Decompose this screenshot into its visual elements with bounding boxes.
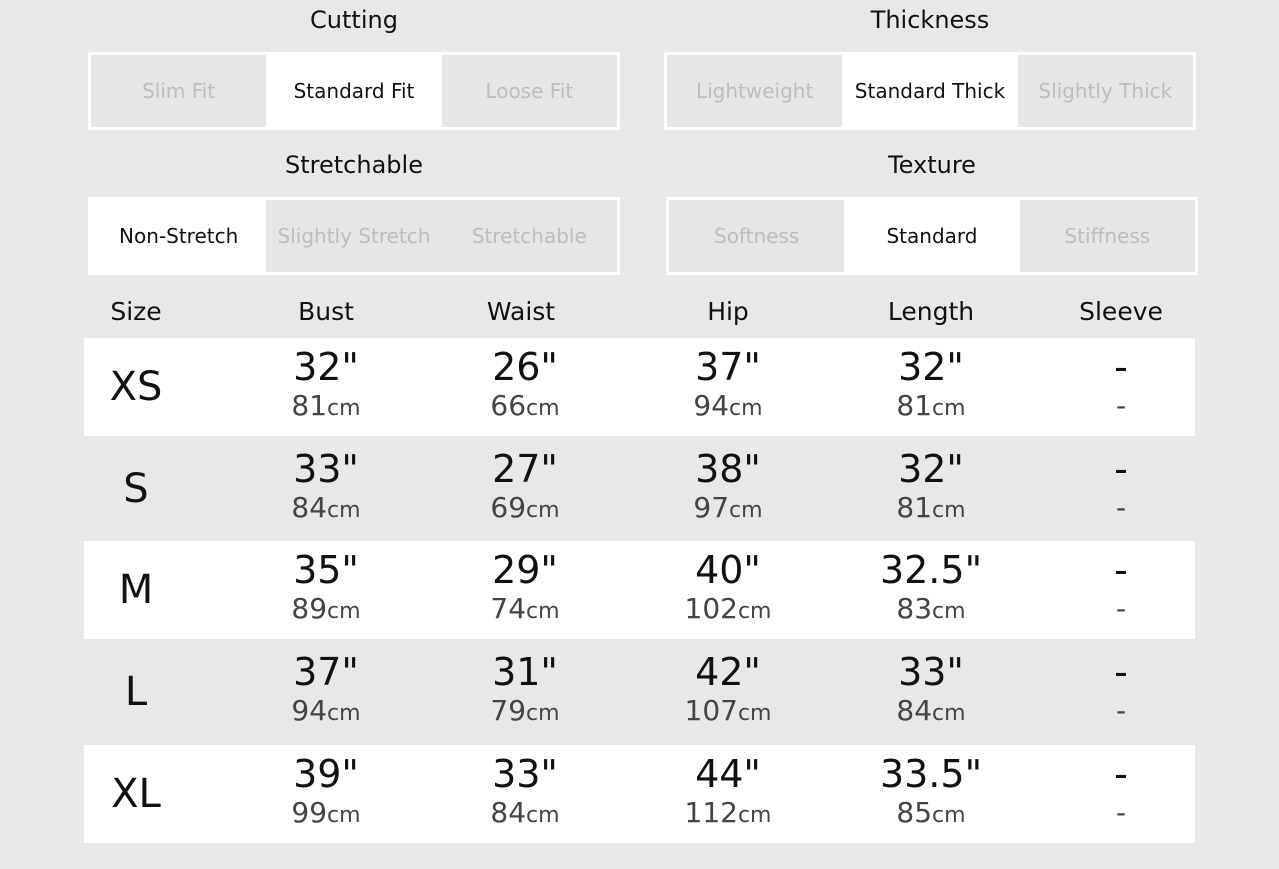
waist-inch: 31" <box>492 650 558 694</box>
sleeve-cell <box>1114 346 1128 424</box>
bust-cell <box>291 448 360 529</box>
bust-cm: 84 <box>291 491 328 524</box>
table-row <box>84 338 1195 436</box>
header-bust: Bust <box>298 297 354 326</box>
cm-unit: cm <box>327 599 361 624</box>
hip-inch: 38" <box>695 447 761 491</box>
thickness-selector <box>664 52 1196 130</box>
size-label: S <box>123 466 149 512</box>
sleeve-cell <box>1114 549 1128 627</box>
length-cell <box>896 346 965 427</box>
sleeve-cm: - <box>1115 694 1127 727</box>
hip-cm: 107 <box>684 694 738 727</box>
bust-cm-line <box>291 693 360 732</box>
hip-inch: 42" <box>695 650 761 694</box>
bust-cm: 89 <box>291 592 328 625</box>
table-row <box>84 643 1195 741</box>
hip-cell <box>685 549 772 630</box>
length-cm: 83 <box>896 592 933 625</box>
size-label: XL <box>111 771 161 817</box>
sleeve-inch: - <box>1114 752 1128 796</box>
cm-unit: cm <box>932 396 966 421</box>
hip-inch: 44" <box>695 752 761 796</box>
length-cm-line <box>896 388 965 427</box>
option-lightweight[interactable]: Lightweight <box>667 55 842 127</box>
table-row <box>84 440 1195 538</box>
waist-cm: 69 <box>490 491 527 524</box>
size-table-header <box>84 297 1195 333</box>
cm-unit: cm <box>526 599 560 624</box>
cm-unit: cm <box>737 803 772 828</box>
bust-cm: 81 <box>291 389 328 422</box>
stretchable-selector <box>88 197 620 275</box>
waist-cell <box>490 549 559 630</box>
hip-cell <box>685 651 772 732</box>
waist-cm-line <box>490 388 559 427</box>
hip-cm: 102 <box>684 592 738 625</box>
hip-cm-line <box>693 490 762 529</box>
cm-unit: cm <box>729 396 763 421</box>
bust-cell <box>291 753 360 834</box>
waist-inch: 27" <box>492 447 558 491</box>
sleeve-cm: - <box>1115 389 1127 422</box>
texture-group <box>666 151 1198 275</box>
cm-unit: cm <box>737 599 772 624</box>
bust-cell <box>291 346 360 427</box>
size-label: M <box>118 567 154 613</box>
option-stiffness[interactable]: Stiffness <box>1020 200 1195 272</box>
bust-cm-line <box>291 490 360 529</box>
sleeve-inch: - <box>1114 345 1128 389</box>
cm-unit: cm <box>932 498 966 523</box>
waist-inch: 33" <box>492 752 558 796</box>
hip-cell <box>693 346 762 427</box>
option-loose-fit[interactable]: Loose Fit <box>442 55 617 127</box>
cm-unit: cm <box>932 599 966 624</box>
thickness-title: Thickness <box>870 6 990 34</box>
length-cm: 81 <box>896 491 933 524</box>
sleeve-cell <box>1114 448 1128 526</box>
header-length: Length <box>887 297 975 326</box>
cm-unit: cm <box>327 498 361 523</box>
option-non-stretch[interactable]: Non-Stretch <box>91 200 266 272</box>
sleeve-cm: - <box>1115 796 1127 829</box>
option-softness[interactable]: Softness <box>669 200 844 272</box>
length-inch: 33" <box>898 650 964 694</box>
hip-inch: 37" <box>695 345 761 389</box>
sleeve-inch: - <box>1114 548 1128 592</box>
sleeve-cm: - <box>1115 592 1127 625</box>
length-inch: 32" <box>898 345 964 389</box>
cm-unit: cm <box>327 396 361 421</box>
length-cell <box>880 753 982 834</box>
length-cm-line <box>896 693 965 732</box>
cutting-title: Cutting <box>310 6 398 34</box>
cm-unit: cm <box>729 498 763 523</box>
stretchable-group <box>88 151 620 275</box>
bust-inch: 37" <box>293 650 359 694</box>
sleeve-cell <box>1114 651 1128 729</box>
hip-cell <box>693 448 762 529</box>
length-cell <box>880 549 982 630</box>
cutting-selector <box>88 52 620 130</box>
length-cm: 84 <box>896 694 933 727</box>
cm-unit: cm <box>526 498 560 523</box>
waist-cm-line <box>490 795 559 834</box>
cm-unit: cm <box>327 701 361 726</box>
cm-unit: cm <box>932 803 966 828</box>
option-standard-fit[interactable]: Standard Fit <box>266 55 441 127</box>
waist-inch: 26" <box>492 345 558 389</box>
header-hip: Hip <box>707 297 749 326</box>
waist-cell <box>490 651 559 732</box>
texture-selector <box>666 197 1198 275</box>
size-label: L <box>124 669 148 715</box>
header-size: Size <box>110 297 162 326</box>
table-row <box>84 745 1195 843</box>
hip-cm-line <box>685 795 772 834</box>
waist-cm-line <box>490 490 559 529</box>
cm-unit: cm <box>526 396 560 421</box>
waist-cm-line <box>490 591 559 630</box>
waist-cell <box>490 753 559 834</box>
bust-inch: 39" <box>293 752 359 796</box>
bust-inch: 33" <box>293 447 359 491</box>
hip-cm: 97 <box>693 491 730 524</box>
sleeve-inch: - <box>1114 650 1128 694</box>
bust-inch: 35" <box>293 548 359 592</box>
bust-cm-line <box>291 388 360 427</box>
length-cm: 81 <box>896 389 933 422</box>
waist-cm: 84 <box>490 796 527 829</box>
length-inch: 33.5" <box>879 752 983 796</box>
cm-unit: cm <box>526 701 560 726</box>
bust-cell <box>291 549 360 630</box>
option-standard[interactable]: Standard <box>844 200 1019 272</box>
table-row <box>84 541 1195 639</box>
sleeve-cell <box>1114 753 1128 831</box>
option-slim-fit[interactable]: Slim Fit <box>91 55 266 127</box>
hip-cm: 112 <box>684 796 738 829</box>
length-inch: 32" <box>898 447 964 491</box>
hip-cm-line <box>685 693 772 732</box>
sleeve-inch: - <box>1114 447 1128 491</box>
length-cm-line <box>880 591 982 630</box>
thickness-group <box>664 6 1196 130</box>
option-slightly-stretch[interactable]: Slightly Stretch <box>266 200 441 272</box>
sleeve-cm: - <box>1115 491 1127 524</box>
bust-inch: 32" <box>293 345 359 389</box>
bust-cell <box>291 651 360 732</box>
header-waist: Waist <box>486 297 556 326</box>
waist-cm-line <box>490 693 559 732</box>
waist-cell <box>490 346 559 427</box>
length-cm-line <box>880 795 982 834</box>
hip-cm: 94 <box>693 389 730 422</box>
cutting-group <box>88 6 620 130</box>
hip-cm-line <box>693 388 762 427</box>
cm-unit: cm <box>526 803 560 828</box>
waist-cell <box>490 448 559 529</box>
bust-cm: 99 <box>291 796 328 829</box>
texture-title: Texture <box>888 151 976 179</box>
length-cm: 85 <box>896 796 933 829</box>
hip-inch: 40" <box>695 548 761 592</box>
cm-unit: cm <box>932 701 966 726</box>
stretchable-title: Stretchable <box>285 151 423 179</box>
waist-inch: 29" <box>492 548 558 592</box>
hip-cell <box>685 753 772 834</box>
header-sleeve: Sleeve <box>1079 297 1163 326</box>
cm-unit: cm <box>737 701 772 726</box>
waist-cm: 66 <box>490 389 527 422</box>
bust-cm-line <box>291 591 360 630</box>
cm-unit: cm <box>327 803 361 828</box>
length-cell <box>896 651 965 732</box>
option-slightly-thick[interactable]: Slightly Thick <box>1018 55 1193 127</box>
bust-cm-line <box>291 795 360 834</box>
length-cm-line <box>896 490 965 529</box>
bust-cm: 94 <box>291 694 328 727</box>
waist-cm: 74 <box>490 592 527 625</box>
size-label: XS <box>109 364 163 410</box>
hip-cm-line <box>685 591 772 630</box>
length-cell <box>896 448 965 529</box>
waist-cm: 79 <box>490 694 527 727</box>
option-stretchable[interactable]: Stretchable <box>442 200 617 272</box>
option-standard-thick[interactable]: Standard Thick <box>842 55 1017 127</box>
length-inch: 32.5" <box>879 548 983 592</box>
